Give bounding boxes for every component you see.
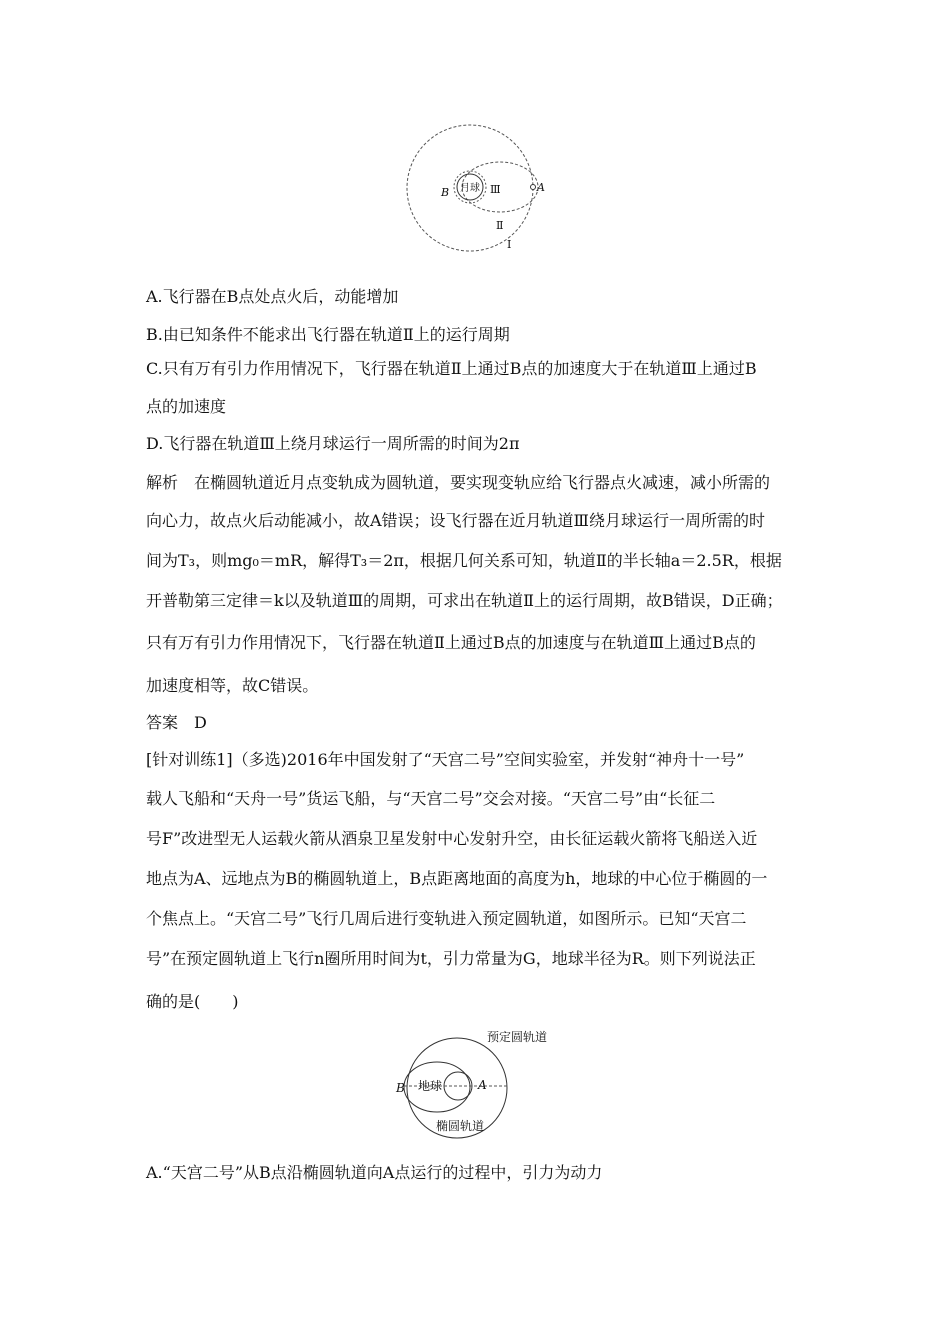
q1-option-a: A.飞行器在B点处点火后，动能增加 [146, 287, 399, 306]
earth-circle [444, 1072, 472, 1100]
analysis-line5: 只有万有引力作用情况下，飞行器在轨道Ⅱ上通过B点的加速度与在轨道Ⅲ上通过B点的 [146, 633, 756, 652]
training-line7: 确的是( ) [146, 992, 239, 1011]
label-moon: 月球 [460, 183, 480, 194]
orbit-diagram-earth [392, 1026, 572, 1156]
label-circle-orbit: 预定圆轨道 [487, 1030, 548, 1044]
label-earth: 地球 [418, 1079, 443, 1093]
q1-option-c-line1: C.只有万有引力作用情况下，飞行器在轨道Ⅱ上通过B点的加速度大于在轨道Ⅲ上通过B [146, 359, 757, 378]
analysis-line3: 间为T₃，则mg₀＝mR，解得T₃＝2π，根据几何关系可知，轨道Ⅱ的半长轴a＝2.5R，根据 [146, 551, 782, 570]
training-line6: 号”在预定圆轨道上飞行n圈所用时间为t，引力常量为G，地球半径为R。则下列说法正 [146, 949, 756, 968]
q1-option-b: B.由已知条件不能求出飞行器在轨道Ⅱ上的运行周期 [146, 325, 510, 344]
answer: 答案 D [146, 713, 207, 732]
q1-option-c-line2: 点的加速度 [146, 397, 227, 416]
q1-option-d: D.飞行器在轨道Ⅲ上绕月球运行一周所需的时间为2π [146, 434, 520, 453]
training-line4: 地点为A、远地点为B的椭圆轨道上，B点距离地面的高度为h，地球的中心位于椭圆的一 [146, 869, 768, 888]
label-B: B [441, 186, 450, 199]
analysis-line1: 解析 在椭圆轨道近月点变轨成为圆轨道，要实现变轨应给飞行器点火减速，减小所需的 [146, 473, 771, 492]
training-line5: 个焦点上。“天宫二号”飞行几周后进行变轨进入预定圆轨道，如图所示。已知“天宫二 [146, 909, 747, 928]
label-A: A [537, 181, 545, 194]
orbit-diagram-moon [400, 118, 580, 258]
training-line1: [针对训练1]（多选)2016年中国发射了“天宫二号”空间实验室，并发射“神舟十一号” [146, 750, 745, 769]
label-II: Ⅱ [496, 219, 504, 232]
point-A-marker [531, 185, 536, 190]
training-line3: 号F”改进型无人运载火箭从酒泉卫星发射中心发射升空，由长征运载火箭将飞船送入近 [146, 829, 758, 848]
label-A: A [478, 1078, 487, 1092]
training-line2: 载人飞船和“天舟一号”货运飞船，与“天宫二号”交会对接。“天宫二号”由“长征二 [146, 789, 716, 808]
analysis-line4: 开普勒第三定律＝k以及轨道Ⅲ的周期，可求出在轨道Ⅱ上的运行周期，故B错误，D正确； [146, 591, 783, 610]
label-ellipse-orbit: 椭圆轨道 [436, 1119, 485, 1133]
label-B: B [396, 1081, 405, 1095]
analysis-line2: 向心力，故点火后动能减小，故A错误；设飞行器在近月轨道Ⅲ绕月球运行一周所需的时 [146, 511, 765, 530]
label-III: Ⅲ [490, 183, 501, 196]
label-I: Ⅰ [507, 238, 512, 251]
analysis-line6: 加速度相等，故C错误。 [146, 676, 319, 695]
q2-option-a: A.“天宫二号”从B点沿椭圆轨道向A点运行的过程中，引力为动力 [146, 1163, 603, 1182]
